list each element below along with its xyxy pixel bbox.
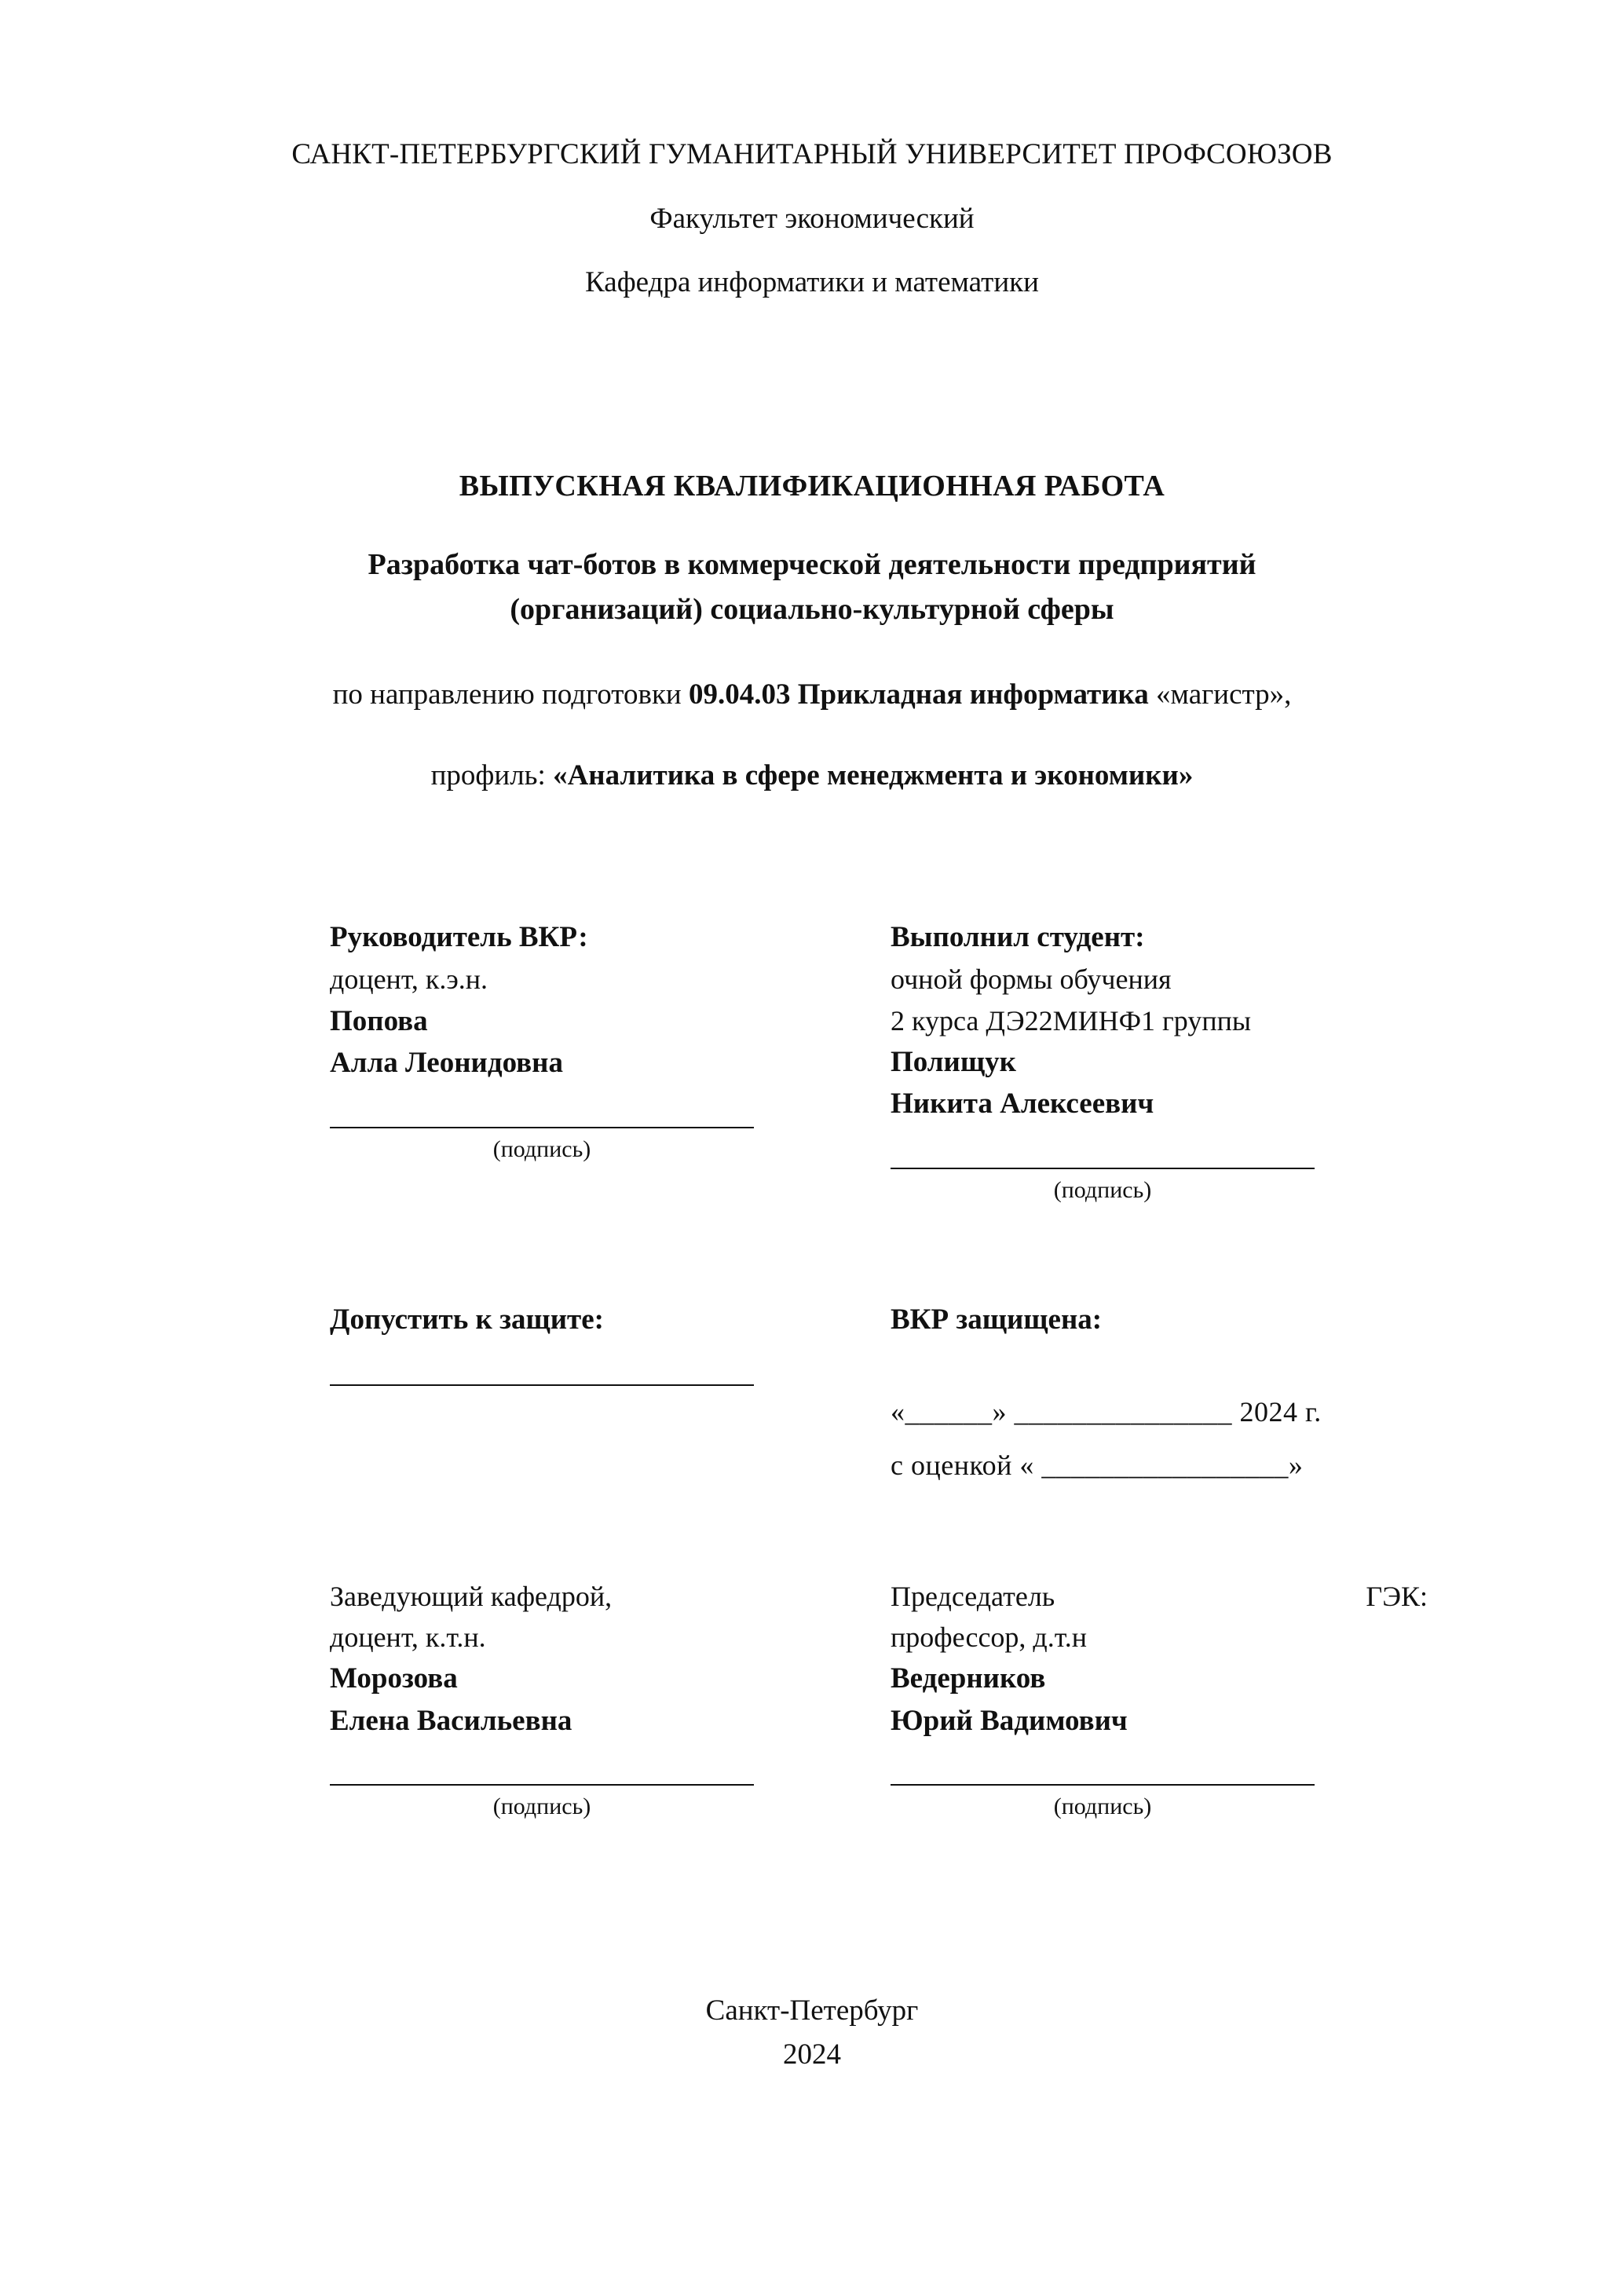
head-of-department-block (118, 1576, 812, 1821)
admission-block (118, 1298, 812, 1482)
student-form: очной формы обучения (891, 963, 1172, 996)
faculty-name: Факультет экономический (649, 202, 975, 235)
defense-block (812, 1298, 1506, 1482)
title-block (118, 469, 1506, 798)
department-name: Кафедра информатики и математики (585, 266, 1039, 299)
signature-section-bottom (118, 1576, 1506, 1821)
supervisor-surname: Попова (330, 1004, 428, 1037)
year: 2024 (783, 2038, 841, 2071)
student-signature-line (891, 1168, 1315, 1169)
department-chair-row (118, 1576, 1506, 1821)
commission-chair-role-line (891, 1576, 1428, 1617)
commission-chair-degree: профессор, д.т.н (891, 1621, 1088, 1653)
signature-section-top (118, 916, 1506, 1204)
defense-grade-line: с оценкой « _________________» (891, 1449, 1304, 1481)
direction-code: 09.04.03 Прикладная информатика (688, 678, 1149, 711)
profile-line (118, 754, 1506, 798)
head-of-department-signature-caption: (подпись) (492, 1793, 591, 1820)
supervisor-heading: Руководитель ВКР: (330, 920, 588, 953)
admission-defense-row (118, 1298, 1506, 1482)
student-signature-caption: (подпись) (1053, 1177, 1152, 1204)
signature-section-middle (118, 1298, 1506, 1482)
work-title: Разработка чат-ботов в коммерческой деятельности предприятий (организаций) социально-культурной сферы (368, 547, 1256, 626)
student-heading: Выполнил студент: (891, 920, 1145, 953)
head-of-department-signature-line (330, 1784, 754, 1786)
direction-line (118, 673, 1506, 717)
commission-chair-signature-caption: (подпись) (1053, 1793, 1152, 1820)
document-footer (0, 1989, 1624, 2076)
profile-prefix: профиль: (430, 759, 554, 792)
commission-chair-signature-line (891, 1784, 1315, 1786)
commission-chair-role-abbr: ГЭК: (1366, 1580, 1428, 1612)
admission-signature-line (330, 1384, 754, 1386)
city: Санкт-Петербург (705, 1994, 919, 2027)
admission-heading: Допустить к защите: (330, 1303, 604, 1336)
head-of-department-name: Елена Васильевна (330, 1704, 572, 1737)
head-of-department-degree: доцент, к.т.н. (330, 1621, 486, 1653)
supervisor-degree: доцент, к.э.н. (330, 963, 488, 996)
commission-chair-block (812, 1576, 1506, 1821)
university-name: САНКТ-ПЕТЕРБУРГСКИЙ ГУМАНИТАРНЫЙ УНИВЕРСИТЕТ ПРОФСОЮЗОВ (291, 138, 1333, 170)
student-group: 2 курса ДЭ22МИНФ1 группы (891, 1004, 1252, 1036)
document-header (118, 133, 1506, 304)
defense-heading: ВКР защищена: (891, 1303, 1103, 1336)
student-name: Никита Алексеевич (891, 1088, 1154, 1121)
defense-date-line: «______» _______________ 2024 г. (891, 1395, 1322, 1428)
supervisor-name: Алла Леонидовна (330, 1047, 563, 1080)
supervisor-student-row (118, 916, 1506, 1204)
direction-suffix: «магистр», (1148, 678, 1292, 711)
commission-chair-name: Юрий Вадимович (891, 1704, 1128, 1737)
head-of-department-role: Заведующий кафедрой, (330, 1580, 613, 1612)
document-type: ВЫПУСКНАЯ КВАЛИФИКАЦИОННАЯ РАБОТА (459, 469, 1165, 503)
profile-value: «Аналитика в сфере менеджмента и экономики» (553, 759, 1194, 792)
student-block (812, 916, 1506, 1204)
supervisor-block (118, 916, 812, 1204)
supervisor-signature-caption: (подпись) (492, 1135, 591, 1162)
student-surname: Полищук (891, 1045, 1016, 1078)
direction-prefix: по направлению подготовки (332, 678, 689, 711)
head-of-department-surname: Морозова (330, 1662, 458, 1695)
supervisor-signature-line (330, 1127, 754, 1128)
commission-chair-surname: Ведерников (891, 1662, 1046, 1695)
commission-chair-role: Председатель (891, 1580, 1055, 1612)
